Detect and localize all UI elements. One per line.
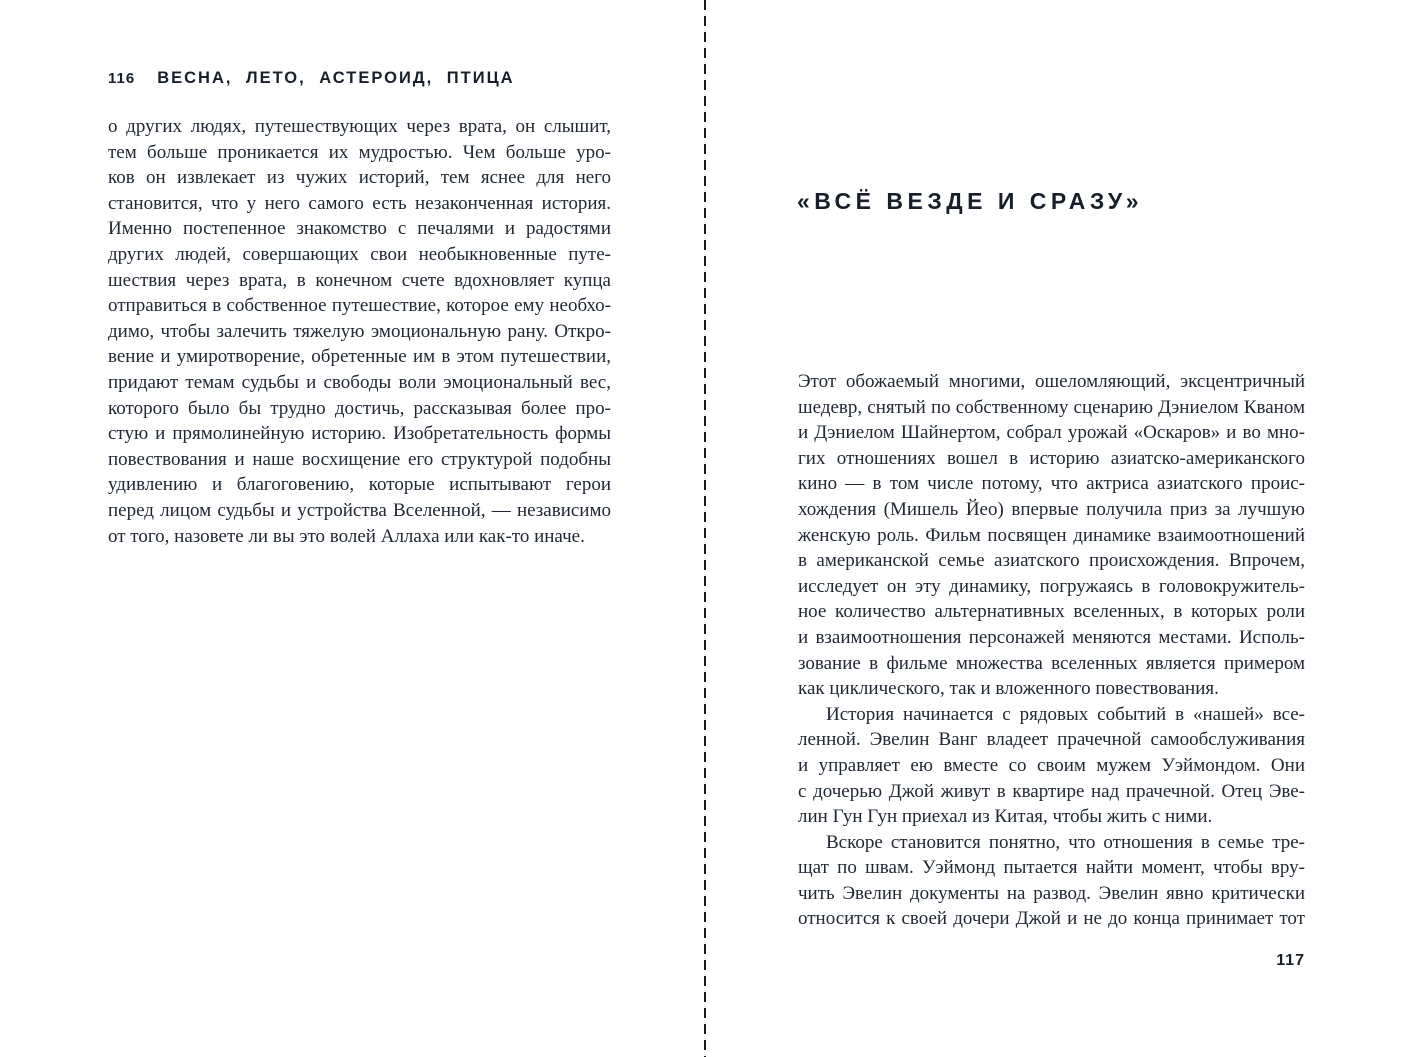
text-line: шедевр, снятый по собственному сценарию Дэниелом Кваном [798, 396, 1305, 418]
text-line: вение и умиротворение, обретенные им в этом путешествии, [108, 346, 611, 368]
text-line: которого было бы трудно достичь, рассказывая более про- [108, 397, 611, 419]
text-line: История начинается с рядовых событий в «нашей» все- [826, 703, 1305, 725]
text-line: и управляет ею вместе со своим мужем Уэймондом. Они [798, 754, 1305, 776]
text-line: удивлению и благоговению, которые испытывают герои [108, 474, 611, 496]
text-line: повествования и наше восхищение его структурой подобны [108, 448, 611, 470]
right-page-number: 117 [1276, 952, 1305, 969]
running-title: ВЕСНА, ЛЕТО, АСТЕРОИД, ПТИЦА [157, 69, 515, 87]
text-line: кино — в том числе потому, что актриса азиатского проис- [798, 473, 1305, 495]
right-body-text [798, 369, 1305, 932]
paragraph [798, 369, 1305, 702]
text-line: ное количество альтернативных вселенных, в которых роли [798, 601, 1305, 623]
text-line: Этот обожаемый многими, ошеломляющий, эксцентричный [798, 371, 1305, 392]
text-line: ленной. Эвелин Ванг владеет прачечной самообслуживания [798, 729, 1305, 751]
text-line: в американской семье азиатского происхождения. Впрочем, [798, 550, 1305, 572]
text-line: и Дэниелом Шайнертом, собрал урожай «Оскаров» и во мно- [798, 422, 1305, 444]
left-body-text [108, 114, 611, 549]
text-line: исследует он эту динамику, погружаясь в головокружитель- [798, 575, 1305, 597]
text-line: других людей, совершающих свои необыкновенные путе- [108, 243, 611, 265]
text-line: от того, назовете ли вы это волей Аллаха или как-то иначе. [108, 525, 585, 547]
text-line: придают темам судьбы и свободы воли эмоциональный вес, [108, 371, 611, 393]
paragraph [798, 830, 1305, 932]
text-line: как циклического, так и вложенного повествования. [798, 678, 1219, 700]
text-line: о других людях, путешествующих через врата, он слышит, [108, 116, 611, 137]
text-line: женскую роль. Фильм посвящен динамике взаимоотношений [798, 524, 1305, 546]
text-line: с дочерью Джой живут в квартире над прачечной. Отец Эве- [798, 780, 1305, 802]
chapter-title: «ВСЁ ВЕЗДЕ И СРАЗУ» [797, 188, 1144, 214]
text-line: лин Гун Гун приехал из Китая, чтобы жить с ними. [798, 806, 1213, 828]
paragraph [798, 702, 1305, 830]
text-line: отправиться в собственное путешествие, которое ему необхо- [108, 295, 611, 317]
text-line: тем больше проникается их мудростью. Чем больше уро- [108, 141, 611, 163]
text-line: Вскоре становится понятно, что отношения в семье тре- [826, 831, 1305, 853]
text-line: гих отношениях вошел в историю азиатско-американского [798, 447, 1305, 469]
text-line: становится, что у него самого есть незаконченная история. [108, 192, 611, 214]
running-head [108, 68, 648, 89]
text-line: стую и прямолинейную историю. Изобретательность формы [108, 423, 611, 445]
text-line: димо, чтобы залечить тяжелую эмоциональную рану. Откро- [108, 320, 611, 342]
text-line: перед лицом судьбы и устройства Вселенной, — независимо [108, 499, 611, 521]
text-line: относится к своей дочери Джой и не до конца принимает тот [798, 908, 1305, 930]
text-line: шествия через врата, в конечном счете вдохновляет купца [108, 269, 611, 291]
page-gutter-dashed-line [704, 0, 706, 1057]
left-page-number: 116 [108, 70, 136, 87]
paragraph [108, 114, 611, 549]
text-line: хождения (Мишель Йео) впервые получила приз за лучшую [798, 498, 1305, 520]
text-line: Именно постепенное знакомство с печалями и радостями [108, 218, 611, 240]
text-line: ков он извлекает из чужих историй, тем яснее для него [108, 167, 611, 189]
text-line: щат по швам. Уэймонд пытается найти момент, чтобы вру- [798, 857, 1305, 879]
text-line: и взаимоотношения персонажей меняются местами. Исполь- [798, 626, 1305, 648]
text-line: чить Эвелин документы на развод. Эвелин явно критически [798, 882, 1305, 904]
text-line: зование в фильме множества вселенных является примером [798, 652, 1305, 674]
